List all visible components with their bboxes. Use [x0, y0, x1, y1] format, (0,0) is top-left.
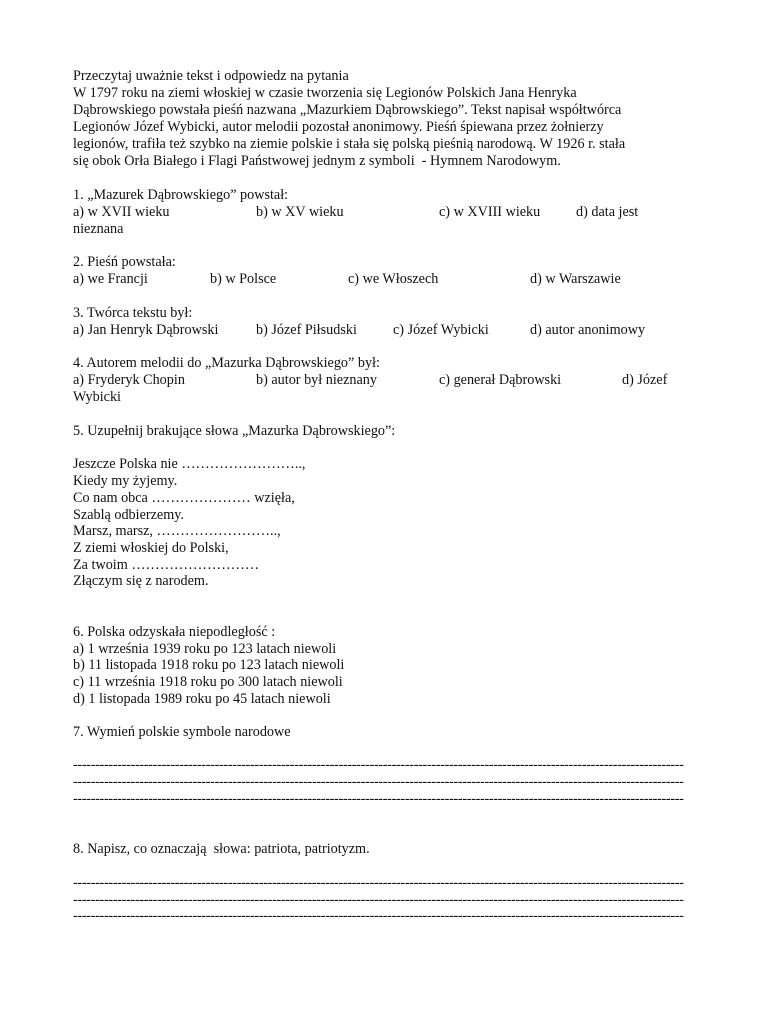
q3-option-a: a) Jan Henryk Dąbrowski — [73, 322, 219, 338]
answer-line: ------------------------------------------------------------------------------------------------------------------------------------------ — [73, 875, 684, 891]
q3-option-c: c) Józef Wybicki — [393, 322, 489, 338]
q2-option-b: b) w Polsce — [210, 271, 277, 287]
answer-line: ------------------------------------------------------------------------------------------------------------------------------------------ — [73, 791, 684, 807]
answer-line: ------------------------------------------------------------------------------------------------------------------------------------------ — [73, 892, 684, 908]
question-2: 2. Pieśń powstała: — [73, 254, 176, 270]
anthem-line: Kiedy my żyjemy. — [73, 473, 178, 489]
q4-option-c: c) generał Dąbrowski — [439, 372, 562, 388]
intro-line: W 1797 roku na ziemi włoskiej w czasie tworzenia się Legionów Polskich Jana Henryka — [73, 85, 577, 101]
intro-line: się obok Orła Białego i Flagi Państwowej jednym z symboli - Hymnem Narodowym. — [73, 153, 561, 169]
q6-option-b: b) 11 listopada 1918 roku po 123 latach niewoli — [73, 657, 345, 673]
q2-option-c: c) we Włoszech — [348, 271, 439, 287]
anthem-line: Marsz, marsz, …………………….., — [73, 523, 281, 539]
anthem-line: Z ziemi włoskiej do Polski, — [73, 540, 229, 556]
question-3: 3. Twórca tekstu był: — [73, 305, 193, 321]
q2-option-d: d) w Warszawie — [530, 271, 621, 287]
answer-line: ------------------------------------------------------------------------------------------------------------------------------------------ — [73, 908, 684, 924]
q1-option-d: d) data jest — [576, 204, 639, 220]
q4-option-a: a) Fryderyk Chopin — [73, 372, 185, 388]
question-4: 4. Autorem melodii do „Mazurka Dąbrowskiego” był: — [73, 355, 380, 371]
answer-line: ------------------------------------------------------------------------------------------------------------------------------------------ — [73, 757, 684, 773]
intro-line: Dąbrowskiego powstała pieśń nazwana „Mazurkiem Dąbrowskiego”. Tekst napisał współtwórca — [73, 102, 622, 118]
question-7: 7. Wymień polskie symbole narodowe — [73, 724, 291, 740]
question-5: 5. Uzupełnij brakujące słowa „Mazurka Dąbrowskiego”: — [73, 423, 396, 439]
q3-option-d: d) autor anonimowy — [530, 322, 646, 338]
intro-line: Legionów Józef Wybicki, autor melodii pozostał anonimowy. Pieśń śpiewana przez żołnierzy — [73, 119, 604, 135]
question-6: 6. Polska odzyskała niepodległość : — [73, 624, 276, 640]
answer-line: ------------------------------------------------------------------------------------------------------------------------------------------ — [73, 774, 684, 790]
intro-line: legionów, trafiła też szybko na ziemie polskie i stała się polską pieśnią narodową. W 1926 r. stała — [73, 136, 626, 152]
q6-option-d: d) 1 listopada 1989 roku po 45 latach niewoli — [73, 691, 331, 707]
anthem-line: Co nam obca ………………… wzięła, — [73, 490, 295, 506]
q2-option-a: a) we Francji — [73, 271, 148, 287]
q4-option-d-continuation: Wybicki — [73, 389, 121, 405]
q6-option-c: c) 11 września 1918 roku po 300 latach niewoli — [73, 674, 343, 690]
q4-option-d: d) Józef — [622, 372, 668, 388]
q1-option-d-continuation: nieznana — [73, 221, 124, 237]
anthem-line: Złączym się z narodem. — [73, 573, 209, 589]
q6-option-a: a) 1 września 1939 roku po 123 latach niewoli — [73, 641, 337, 657]
anthem-line: Za twoim ……………………… — [73, 557, 260, 573]
q1-option-b: b) w XV wieku — [256, 204, 344, 220]
anthem-line: Szablą odbierzemy. — [73, 507, 184, 523]
anthem-line: Jeszcze Polska nie …………………….., — [73, 456, 306, 472]
q3-option-b: b) Józef Piłsudski — [256, 322, 357, 338]
question-1: 1. „Mazurek Dąbrowskiego” powstał: — [73, 187, 289, 203]
question-8: 8. Napisz, co oznaczają słowa: patriota, patriotyzm. — [73, 841, 370, 857]
q1-option-a: a) w XVII wieku — [73, 204, 170, 220]
intro-line: Przeczytaj uważnie tekst i odpowiedz na pytania — [73, 68, 349, 84]
q1-option-c: c) w XVIII wieku — [439, 204, 541, 220]
q4-option-b: b) autor był nieznany — [256, 372, 377, 388]
